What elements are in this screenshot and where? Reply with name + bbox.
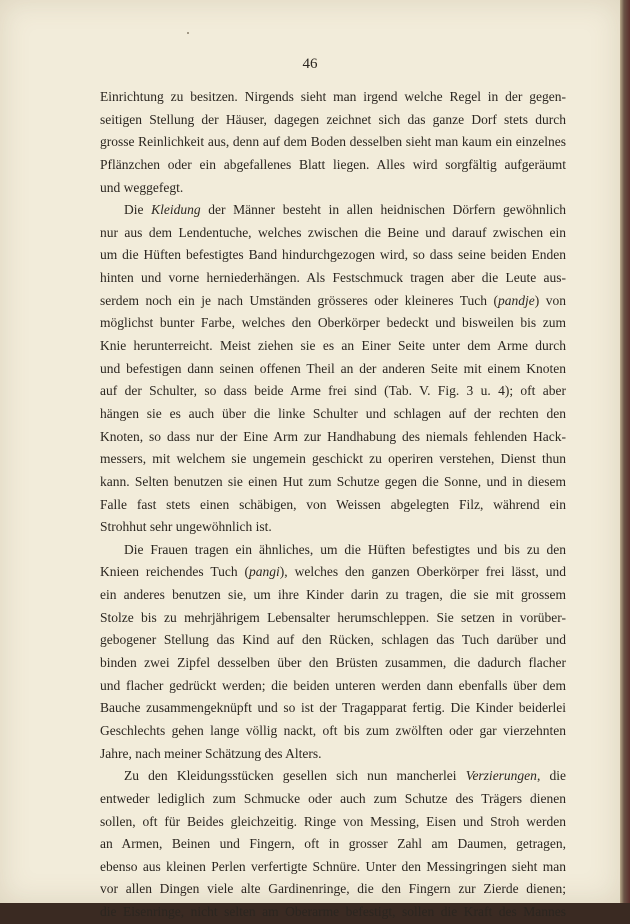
text-segment: Falle fast stets einen schäbigen, von Weissen abgelegten Filz, während ein (100, 496, 566, 512)
text-segment: gebogener Stellung das Kind auf den Rücken, schlagen das Tuch darüber und (100, 632, 566, 648)
text-line (100, 584, 566, 607)
text-line (100, 811, 566, 834)
text-segment: ) von (534, 292, 566, 308)
text-segment: Knoten, so dass nur der Eine Arm zur Handhabung des niemals fehlenden Hack- (100, 428, 566, 444)
text-segment: Knie herunterreicht. Meist ziehen sie es an Einer Seite unter dem Arme durch (100, 338, 566, 354)
text-line (100, 426, 566, 449)
text-line (100, 743, 566, 766)
text-line (100, 675, 566, 698)
italic-term: Verzierungen (465, 768, 537, 784)
text-segment: und befestigen dann seinen offenen Theil an der anderen Seite mit einem Knoten (100, 360, 566, 376)
text-segment: und weggefegt. (100, 179, 184, 195)
text-segment: binden zwei Zipfel desselben über den Brüsten zusammen, die dadurch flacher (100, 655, 566, 671)
text-segment: serdem noch ein je nach Umständen grösseres oder kleineres Tuch ( (100, 292, 498, 308)
text-segment: seitigen Stellung der Häuser, dagegen zeichnet sich das ganze Dorf stets durch (100, 111, 566, 127)
text-line (100, 720, 566, 743)
text-segment: Knieen reichendes Tuch ( (100, 564, 250, 580)
text-segment: der Männer besteht in allen heidnischen Dörfern gewöhnlich (200, 202, 567, 218)
text-line (100, 629, 566, 652)
text-segment: Pflänzchen oder ein abgefallenes Blatt liegen. Alles wird sorgfältig aufgeräumt (100, 156, 566, 172)
body-text (100, 86, 566, 924)
text-line (100, 131, 566, 154)
text-line (100, 561, 566, 584)
text-segment: Die (124, 202, 152, 218)
text-segment: Einrichtung zu besitzen. Nirgends sieht man irgend welche Regel in der gegen- (100, 89, 566, 104)
text-line (100, 607, 566, 630)
text-line (100, 765, 566, 788)
italic-term: pandje (497, 292, 535, 308)
text-line (100, 697, 566, 720)
text-line (100, 652, 566, 675)
text-line (100, 380, 566, 403)
text-segment: ebenso aus kleinen Perlen verfertigte Schnüre. Unter den Messingringen sieht man (100, 858, 566, 874)
text-line (100, 154, 566, 177)
text-segment: hinten und vorne herniederhängen. Als Festschmuck tragen aber die Leute aus- (100, 270, 566, 286)
page-number: 46 (302, 56, 318, 72)
text-segment: , die (536, 768, 566, 784)
text-line (100, 109, 566, 132)
italic-term: pangi (249, 564, 280, 580)
text-line (100, 312, 566, 335)
text-line (100, 448, 566, 471)
text-line (100, 244, 566, 267)
text-line (100, 901, 566, 924)
italic-term: Kleidung (151, 202, 201, 218)
text-segment: ein anderes benutzen sie, um ihre Kinder darin zu tragen, die sie mit grossem (100, 587, 566, 603)
text-segment: auf der Schulter, so dass beide Arme frei sind (Tab. V. Fig. 3 u. 4); oft aber (100, 383, 566, 399)
text-line (100, 516, 566, 539)
text-line (100, 403, 566, 426)
text-line (100, 177, 566, 200)
text-line (100, 494, 566, 517)
text-segment: Die Frauen tragen ein ähnliches, um die Hüften befestigtes und bis zu den (124, 541, 566, 557)
text-segment: möglichst bunter Farbe, welches den Oberkörper bedeckt und bisweilen bis zum (100, 315, 566, 331)
text-segment: die Eisenringe, nicht selten am Oberarme befestigt, sollen die Kraft des Mannes (100, 904, 566, 920)
text-line (100, 358, 566, 381)
text-segment: Zu den Kleidungsstücken gesellen sich nun mancherlei (124, 768, 466, 784)
text-line (100, 199, 566, 222)
text-segment: sollen, oft für Beides gleichzeitig. Ringe von Messing, Eisen und Stroh werden (100, 813, 566, 829)
text-segment: und flacher gedrückt werden; die beiden unteren werden dann ebenfalls über dem (100, 677, 566, 693)
text-line (100, 788, 566, 811)
text-line (100, 222, 566, 245)
text-segment: nur aus dem Lendentuche, welches zwischen die Beine und darauf zwischen ein (100, 224, 566, 240)
text-segment: messers, mit welchem sie ungemein geschickt zu operiren verstehen, Dienst thun (100, 451, 566, 467)
text-line (100, 267, 566, 290)
text-segment: Strohhut sehr ungewöhnlich ist. (100, 519, 272, 535)
text-line (100, 86, 566, 109)
paper-speck (187, 32, 189, 34)
text-segment: kann. Selten benutzen sie einen Hut zum Schutze gegen die Sonne, und in diesem (100, 473, 566, 489)
text-segment: Stolze bis zu mehrjährigem Lebensalter herumschleppen. Sie setzen in vorüber- (100, 609, 566, 625)
text-segment: grosse Reinlichkeit aus, denn auf dem Boden desselben sieht man kaum ein einzelnes (100, 134, 566, 150)
book-edge (620, 0, 630, 903)
text-line (100, 878, 566, 901)
text-segment: hängen sie es auch über die linke Schulter und schlagen auf der rechten den (100, 405, 566, 421)
text-segment: vor allen Dingen viele alte Gardinenringe, die den Fingern zur Zierde dienen; (100, 881, 566, 897)
text-segment: Bauche zusammengeknüpft und so ist der Tragapparat fertig. Die Kinder beiderlei (100, 700, 566, 716)
text-segment: um die Hüften befestigtes Band hindurchgezogen wird, so dass seine beiden Enden (100, 247, 566, 263)
text-line (100, 539, 566, 562)
text-line (100, 471, 566, 494)
text-segment: Jahre, nach meiner Schätzung des Alters. (100, 745, 322, 761)
text-line (100, 335, 566, 358)
text-segment: Geschlechts gehen lange völlig nackt, oft bis zum zwölften oder gar vierzehnten (100, 722, 566, 738)
text-line (100, 856, 566, 879)
text-line (100, 290, 566, 313)
text-segment: ), welches den ganzen Oberkörper frei lässt, und (279, 564, 566, 580)
text-segment: entweder lediglich zum Schmucke oder auch zum Schutze des Trägers dienen (100, 790, 566, 806)
text-segment: an Armen, Beinen und Fingern, oft in grosser Zahl am Daumen, getragen, (100, 836, 566, 852)
text-line (100, 833, 566, 856)
